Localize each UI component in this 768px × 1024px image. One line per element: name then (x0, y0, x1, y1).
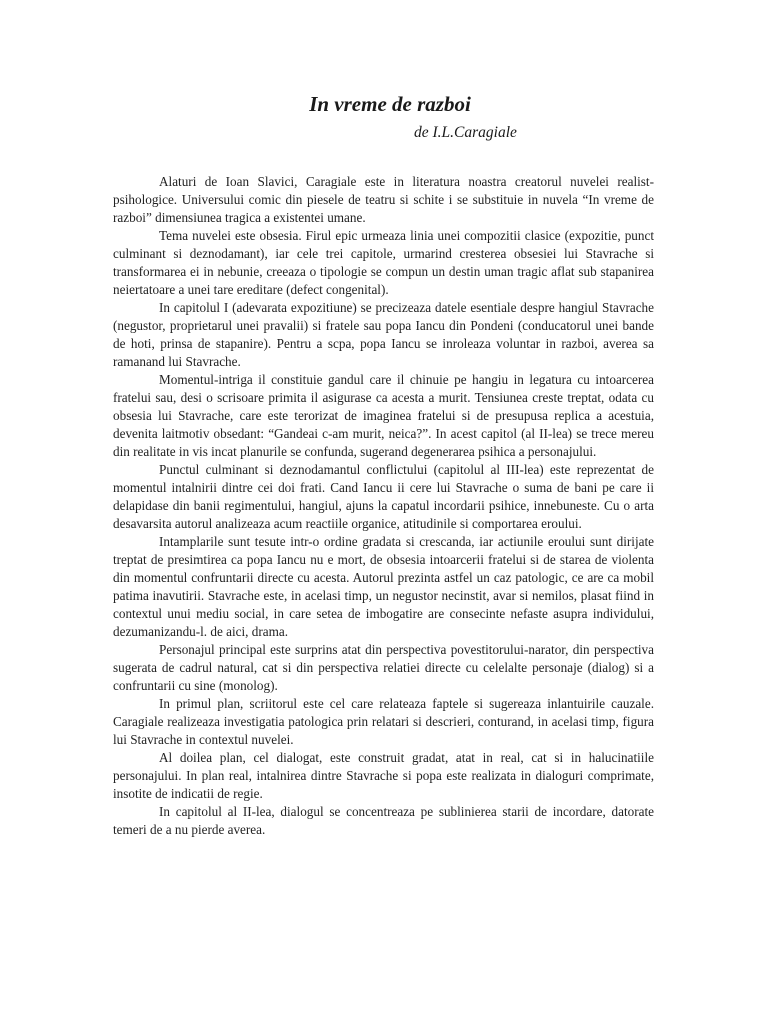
paragraph: Tema nuvelei este obsesia. Firul epic urmeaza linia unei compozitii clasice (expozitie, punct culminant si deznodamant), iar cele trei capitole, urmarind cresterea obsesiei lui Stavrache si transformarea ei in nebunie, creeaza o tipologie se compun un destin uman tragic aflat sub stapanirea neiertatoare a unei tare ereditare (defect congenital). (113, 228, 654, 297)
paragraph: In capitolul I (adevarata expozitiune) se precizeaza datele esentiale despre hangiul Stavrache (negustor, proprietarul unei pravalii) si fratele sau popa Iancu din Pondeni (conducatorul unei bande de hoti, prinsa de stapanire). Pentru a scpa, popa Iancu se inroleaza voluntar in razboi, averea sa ramanand lui Stavrache. (113, 300, 654, 369)
paragraph: Personajul principal este surprins atat din perspectiva povestitorului-narator, din perspectiva sugerata de cadrul natural, cat si din perspectiva relatiei directe cu celelalte personaje (dialog) si a confruntarii cu sine (monolog). (113, 642, 654, 693)
document-author: de I.L.Caragiale (414, 124, 517, 141)
paragraph: Punctul culminant si deznodamantul conflictului (capitolul al III-lea) este reprezentat de momentul intalnirii dintre cei doi frati. Cand Iancu ii cere lui Stavrache o suma de bani pe care ii delapidase din banii regimentului, hangiul, ajuns la capatul incordarii psihice, innebuneste. Cu o arta desavarsita autorul analizeaza acum reactiile organice, atitudinile si comportarea eroului. (113, 462, 654, 531)
document-body (113, 173, 654, 839)
paragraph: Alaturi de Ioan Slavici, Caragiale este in literatura noastra creatorul nuvelei realist-psihologice. Universului comic din piesele de teatru si schite i se substituie in nuvela “In vreme de razboi” dimensiunea tragica a existentei umane. (113, 174, 654, 225)
paragraph: Momentul-intriga il constituie gandul care il chinuie pe hangiu in legatura cu intoarcerea fratelui sau, desi o scrisoare primita il asigurase ca acesta a murit. Tensiunea creste treptat, odata cu obsesia lui Stavrache, care este terorizat de imaginea fratelui si de presupusa replica a acestuia, devenita laitmotiv obsedant: “Gandeai c-am murit, neica?”. In acest capitol (al II-lea) se trece mereu din realitate in vis incat planurile se confunda, sugerand degenerarea psihica a personajului. (113, 372, 654, 459)
paragraph: In primul plan, scriitorul este cel care relateaza faptele si sugereaza inlantuirile cauzale. Caragiale realizeaza investigatia patologica prin relatari si descrieri, conturand, in acelasi timp, figura lui Stavrache in contextul nuvelei. (113, 696, 654, 747)
paragraph: Al doilea plan, cel dialogat, este construit gradat, atat in real, cat si in halucinatiile personajului. In plan real, intalnirea dintre Stavrache si popa este realizata in dialoguri comprimate, insotite de indicatii de regie. (113, 750, 654, 801)
document-title: In vreme de razboi (309, 92, 471, 116)
paragraph: Intamplarile sunt tesute intr-o ordine gradata si crescanda, iar actiunile eroului sunt dirijate treptat de presimtirea ca popa Iancu nu e mort, de obsesia intoarcerii fratelui si de starea de violenta din momentul confruntarii directe cu acesta. Autorul prezinta astfel un caz patologic, ce are ca mobil patima inavutirii. Stavrache este, in acelasi timp, un negustor necinstit, avar si nemilos, plasat fiind in contextul unui mediu social, in care setea de imbogatire are consecinte nefaste asupra individului, dezumanizandu-l. de aici, drama. (113, 534, 654, 639)
paragraph: In capitolul al II-lea, dialogul se concentreaza pe sublinierea starii de incordare, datorate temeri de a nu pierde averea. (113, 804, 654, 837)
